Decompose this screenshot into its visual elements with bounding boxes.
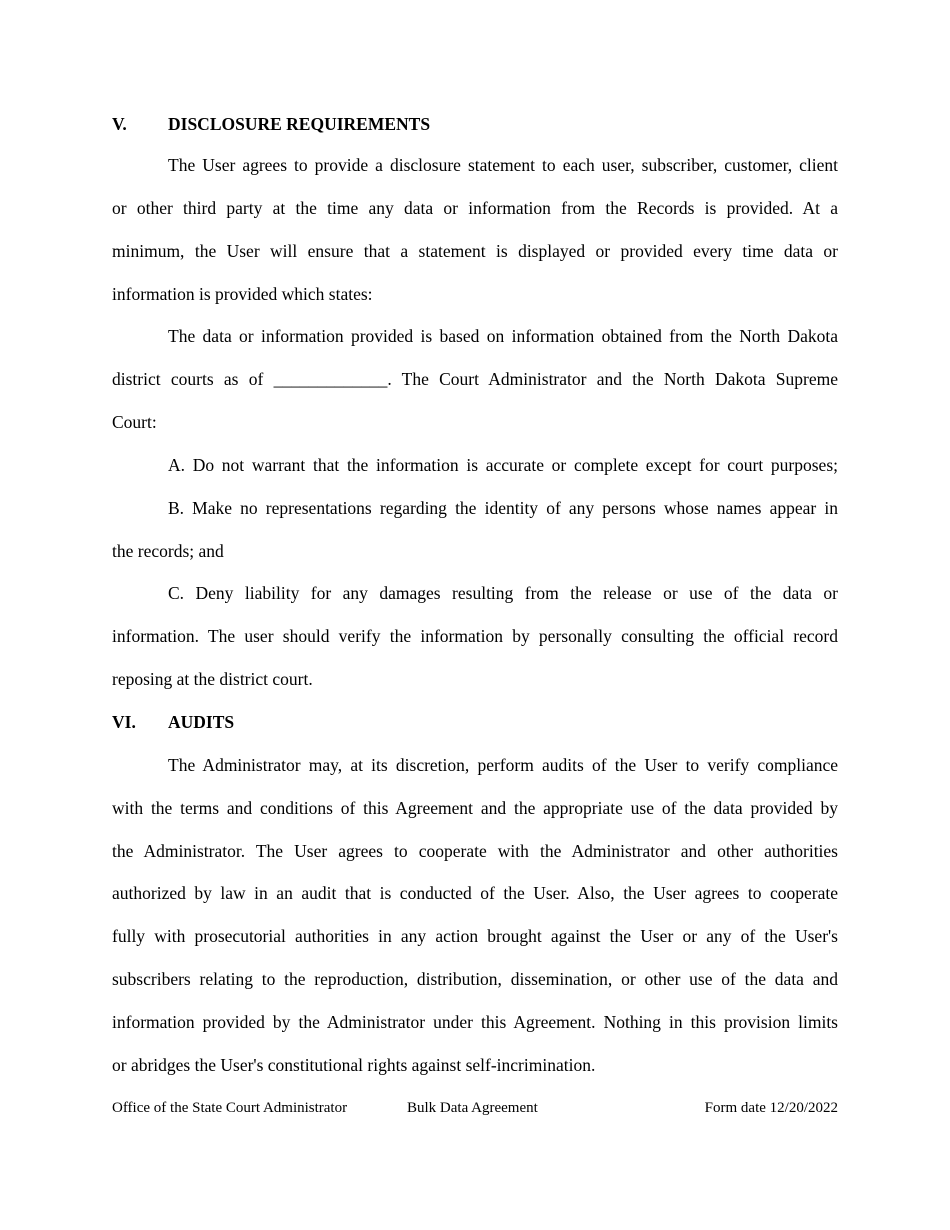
item-b-line: the records; and [112,541,224,561]
audits-line: subscribers relating to the reproduction, distribution, dissemination, or other use of the data and [112,969,838,989]
section-vi-title: AUDITS [168,712,235,732]
audits-line: The Administrator may, at its discretion, perform audits of the User to verify compliance [168,755,838,775]
item-c-line: C. Deny liability for any damages resulting from the release or use of the data or [168,583,838,603]
audits-line: authorized by law in an audit that is conducted of the User. Also, the User agrees to cooperate [112,883,838,903]
paragraph-line: information is provided which states: [112,284,373,304]
footer-office: Office of the State Court Administrator [112,1100,348,1116]
audits-line: or abridges the User's constitutional rights against self-incrimination. [112,1055,596,1075]
audits-line: information provided by the Administrator under this Agreement. Nothing in this provision limits [112,1012,838,1032]
section-v-title: DISCLOSURE REQUIREMENTS [168,114,431,134]
statement-line: district courts as of _____________. The Court Administrator and the North Dakota Supreme [112,369,838,389]
section-vi-number: VI. [112,712,136,732]
statement-line: Court: [112,412,157,432]
paragraph-line: or other third party at the time any data or information from the Records is provided. At a [112,198,838,218]
audits-line: with the terms and conditions of this Agreement and the appropriate use of the data provided by [112,798,838,818]
audits-line: fully with prosecutorial authorities in any action brought against the User or any of the User's [112,926,838,946]
audits-line: the Administrator. The User agrees to cooperate with the Administrator and other authorities [112,841,838,861]
section-v-heading [112,113,430,135]
section-vi-heading [112,711,234,733]
statement-line: The data or information provided is based on information obtained from the North Dakota [168,326,838,346]
footer-form-date: Form date 12/20/2022 [704,1100,838,1116]
paragraph-line: The User agrees to provide a disclosure statement to each user, subscriber, customer, client [168,155,838,175]
item-b-line: B. Make no representations regarding the identity of any persons whose names appear in [168,498,838,518]
footer-doc-title: Bulk Data Agreement [407,1100,538,1116]
section-v-number: V. [112,114,127,134]
paragraph-line: minimum, the User will ensure that a statement is displayed or provided every time data or [112,241,838,261]
item-c-line: reposing at the district court. [112,669,313,689]
item-a-line: A. Do not warrant that the information is accurate or complete except for court purposes; [168,455,838,475]
item-c-line: information. The user should verify the information by personally consulting the official record [112,626,838,646]
